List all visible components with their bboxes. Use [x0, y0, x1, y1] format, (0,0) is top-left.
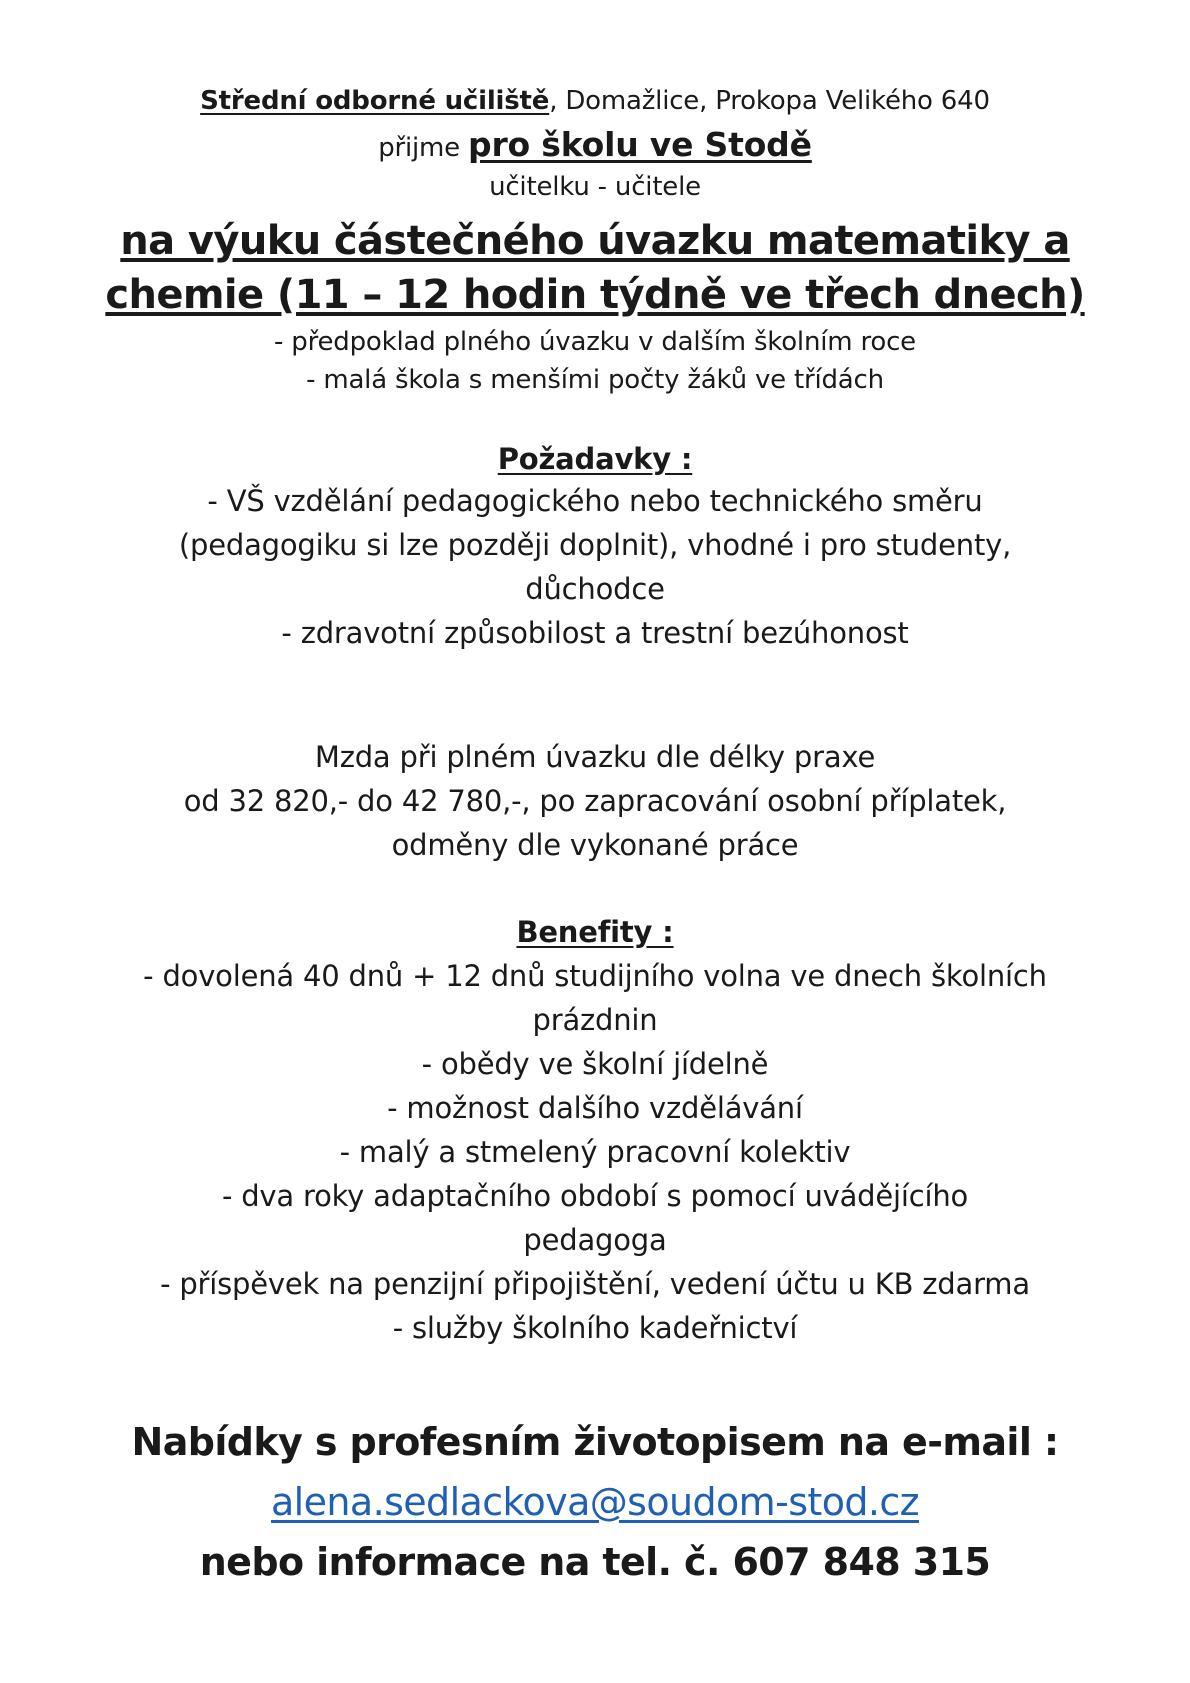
salary-line-3: odměny dle vykonané práce: [391, 828, 799, 862]
contact-phone-line: nebo informace na tel. č. 607 848 315: [199, 1540, 991, 1584]
hires-prefix: přijme: [378, 133, 469, 163]
benefit-line-2: prázdnin: [532, 1003, 658, 1037]
requirement-line-4: - zdravotní způsobilost a trestní bezúhonost: [281, 616, 909, 650]
school-address: , Domažlice, Prokopa Velikého 640: [549, 86, 990, 116]
contact-email-line: [0, 1480, 1190, 1524]
requirements-heading: Požadavky :: [497, 442, 693, 476]
salary-line-1: Mzda při plném úvazku dle délky praxe: [314, 740, 876, 774]
benefit-line-3: - obědy ve školní jídelně: [421, 1047, 769, 1081]
hires-line: [0, 125, 1190, 164]
requirement-line-3: důchodce: [525, 572, 665, 606]
contact-line-1: Nabídky s profesním životopisem na e-mail :: [131, 1420, 1059, 1464]
school-name: Střední odborné učiliště: [200, 86, 550, 116]
benefit-line-4: - možnost dalšího vzdělávání: [387, 1091, 803, 1125]
intro-point-2: - malá škola s menšími počty žáků ve třídách: [306, 365, 884, 395]
title-line-2: chemie (11 – 12 hodin týdně ve třech dnech): [105, 272, 1085, 318]
benefit-line-8: - příspěvek na penzijní připojištění, vedení účtu u KB zdarma: [160, 1267, 1030, 1301]
email-link[interactable]: alena.sedlackova@soudom-stod.cz: [271, 1480, 919, 1524]
position-line: učitelku - učitele: [489, 172, 701, 202]
benefit-line-9: - služby školního kadeřnictví: [392, 1311, 798, 1345]
title-line-1: na výuku částečného úvazku matematiky a: [120, 218, 1070, 264]
requirement-line-2: (pedagogiku si lze později doplnit), vhodné i pro studenty,: [178, 528, 1012, 562]
benefits-heading: Benefity :: [516, 915, 674, 949]
benefit-line-6: - dva roky adaptačního období s pomocí uvádějícího: [221, 1179, 969, 1213]
requirement-line-1: - VŠ vzdělání pedagogického nebo technického směru: [207, 484, 983, 518]
hires-location: pro školu ve Stodě: [468, 125, 812, 164]
salary-line-2: od 32 820,- do 42 780,-, po zapracování osobní příplatek,: [183, 784, 1007, 818]
intro-point-1: - předpoklad plného úvazku v dalším školním roce: [274, 327, 916, 357]
benefit-line-1: - dovolená 40 dnů + 12 dnů studijního volna ve dnech školních: [143, 959, 1047, 993]
benefit-line-5: - malý a stmelený pracovní kolektiv: [339, 1135, 851, 1169]
benefit-line-7: pedagoga: [523, 1223, 667, 1257]
school-line: [0, 86, 1190, 116]
